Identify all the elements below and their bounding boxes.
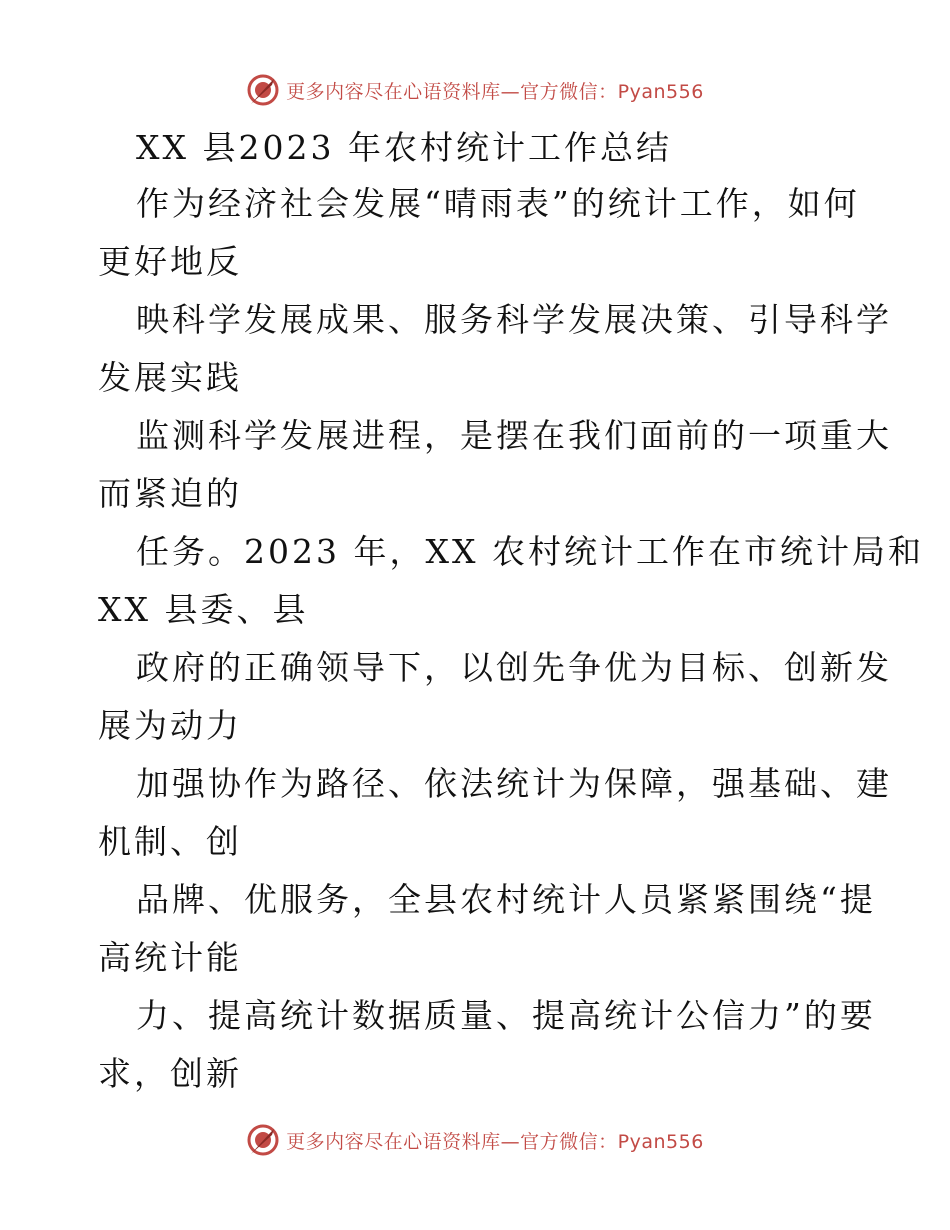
- text-line: 展为动力: [98, 706, 242, 745]
- text-line: 力、提高统计数据质量、提高统计公信力”的要: [136, 996, 876, 1035]
- text-line: 监测科学发展进程，是摆在我们面前的一项重大: [136, 416, 892, 455]
- header-banner-text: 更多内容尽在心语资料库—官方微信：Pyan556: [286, 80, 704, 103]
- text-line: 作为经济社会发展“晴雨表”的统计工作，如何: [136, 184, 860, 223]
- text-line: 高统计能: [98, 938, 242, 977]
- footer-banner: [0, 1120, 950, 1160]
- text-line: 政府的正确领导下，以创先争优为目标、创新发: [136, 648, 892, 687]
- document-title: XX 县2023 年农村统计工作总结: [136, 128, 672, 167]
- text-line: 加强协作为路径、依法统计为保障，强基础、建: [136, 764, 892, 803]
- footer-banner-text: 更多内容尽在心语资料库—官方微信：Pyan556: [286, 1130, 704, 1153]
- text-line: 任务。2023 年，XX 农村统计工作在市统计局和: [136, 532, 924, 571]
- header-banner: [0, 70, 950, 110]
- text-line: 求，创新: [98, 1054, 242, 1093]
- quill-logo-icon: [246, 1123, 280, 1157]
- text-line: 映科学发展成果、服务科学发展决策、引导科学: [136, 300, 892, 339]
- text-line: 品牌、优服务，全县农村统计人员紧紧围绕“提: [136, 880, 876, 919]
- text-line: 机制、创: [98, 822, 242, 861]
- text-line: 发展实践: [98, 358, 242, 397]
- quill-logo-icon: [246, 73, 280, 107]
- text-line: 更好地反: [98, 242, 242, 281]
- text-line: 而紧迫的: [98, 474, 242, 513]
- text-line: XX 县委、县: [98, 590, 309, 629]
